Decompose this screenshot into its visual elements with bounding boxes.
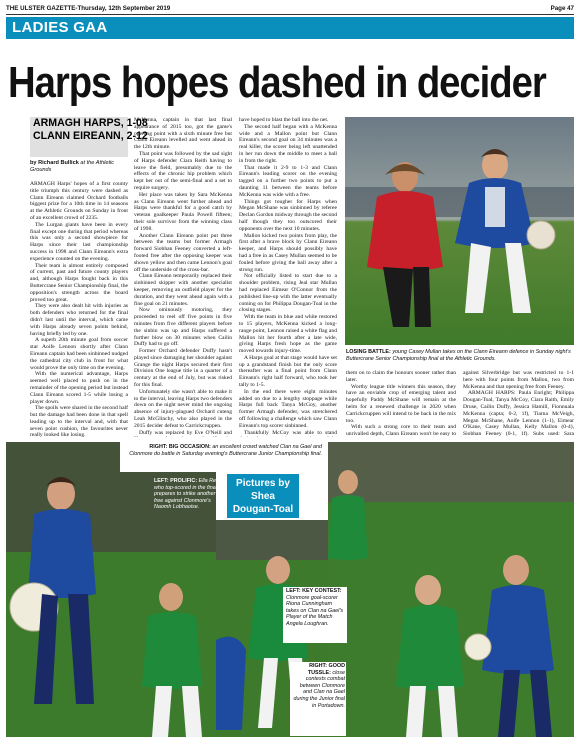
paragraph: Her place was taken by Sara McKenna as Clann Eireann went further ahead and Harps were thankful for a good catch by veteran goalkeeper Paula Powell fifteen; their sole survivor from the winning class of 1998.	[134, 191, 232, 232]
paragraph: them on to claim the honours sooner rather than later.	[346, 370, 456, 383]
paragraph: The Lurgan giants have been in every final except one during that period whereas this was only a second showpiece for Harps since their last championship success in 1998 and Clann Eireann's extra experience counted on the evening.	[30, 221, 128, 262]
caption-box-occasion	[120, 442, 328, 472]
paragraph: Another Clann Eireann point put three between the teams but former Armagh forward Siobhan Feeney converted a left-footed free after the opposing keeper was shown yellow and then came Lennon's goal off the underside of the cross-bar.	[134, 232, 232, 273]
caption-head: RIGHT: BIG OCCASION:	[149, 444, 211, 450]
photo-good-tussle	[328, 442, 574, 737]
paragraph: The spoils were shared in the second half but the damage had been done in that spell leading up to the interval and, with that seven point cushion, the favourites never really looked like losing.	[30, 405, 128, 437]
article-column-2	[134, 117, 232, 437]
caption-box-tussle	[290, 662, 346, 736]
masthead-date: THE ULSTER GAZETTE-Thursday, 12th September 2019	[6, 5, 171, 12]
paragraph: That point was followed by the sad sight of Harps defender Ciara Reith having to leave the field, presumably due to the effects of the chronic hip problem which kept her out of the semi-final and a set to require surgery.	[134, 150, 232, 191]
result-armagh-harps: ARMAGH HARPS, 1-08	[33, 117, 148, 129]
paragraph: The second half began with a McKenna wide and a Mallon point but Clann Eireann's second goal on 34 minutes was a real killer, the scorer being left unattended in her run down the middle to meet a ball in from the right.	[239, 123, 337, 164]
paragraph: McKenna, captain in that last final appearance of 2015 too, got the game's opening point with a sixth minute free but Clann Eireann levelled and went ahead in the 12th minute.	[134, 117, 232, 151]
caption-head: LEFT: PROLIFIC:	[154, 478, 198, 484]
caption-losing-battle	[346, 349, 574, 362]
masthead	[6, 3, 574, 15]
caption-text: young Casey Mullan takes on the Clann Eireann defence in Sunday night's Buttercrane Senior Championship final at the Athletic Grounds.	[346, 349, 571, 362]
credit-line-2: Shea	[251, 491, 275, 502]
byline-location: at the Athletic Grounds	[30, 160, 115, 173]
headline: Harps hopes dashed in decider	[8, 58, 546, 107]
credit-line-3: Dougan-Toal	[232, 504, 294, 515]
photo-image	[345, 117, 574, 345]
caption-head: LOSING BATTLE:	[346, 349, 391, 355]
caption-text: Clonmore goal-scorer Riona Cunningham takes on Clan na Gael's Player of the Match Angela Loughran.	[286, 594, 344, 627]
credit-line-1: Pictures by	[236, 478, 290, 489]
paragraph: Duffy was replaced by Eve O'Neill and	[139, 429, 232, 436]
caption-good-tussle	[292, 663, 345, 709]
caption-text: close contests combat between Clonmore and Clan na Gael during the Junior final in Portadown.	[293, 669, 345, 709]
paragraph: With the team in blue and white restored to 15 players, McKenna kicked a long-range point, Lennon raised a white flag and Mallon hit her fourth after a late wide, giving Harps fresh hope as the game moved towards injury-time.	[239, 314, 337, 355]
paragraph: In the end there were eight minutes added on due to a lengthy stoppage while Harps full back Tanya McGoy, another former Armagh defender, was stretchered off following a challenge which saw Clann Eireann's top scorer sinbinned.	[239, 388, 337, 429]
article-column-4	[346, 370, 456, 437]
paragraph: A Harps goal at that stage would have set up a grandstand finish but the only score thereafter was a final point from Clann Eireann's right half forward, who took her tally to 1-5.	[239, 354, 337, 389]
paragraph: Worthy league title winners this season, they have an enviable crop of emerging talent and hopefully Paddy McShane will remain at the helm for a renewed challenge in 2020 when Carrickcruppen will intend to be back in the mix too.	[346, 383, 456, 424]
paragraph: ARMAGH HARPS: Paula Enright; Philippa Dougan-Toal, Tanya McCoy, Ciara Raith, Emily Druse, Cailin Duffy, Jessica Hamill, Fionnuala McKenna (capta; 0-2, 1f), Tiarna McVeigh, Megan McShane, Aoife Lennon (1-1), Eimear O'Kane, Casey Mullan, Kelly Mallon (0-4), Siobhan Feeney (0-1, 1f). Subs used: Sara	[463, 390, 574, 437]
article-column-3	[239, 117, 337, 437]
article-column-1	[30, 181, 128, 437]
paragraph: Thankfully McCoy was able to stand	[244, 429, 337, 436]
article-column-5	[463, 370, 574, 437]
caption-head: LEFT: KEY CONTEST:	[286, 588, 342, 594]
caption-big-occasion	[126, 444, 322, 457]
paragraph: Mallon kicked two points from play, the first after a brave block by Clann Eireann keeper, and Harps should possibly have had a free in as Casey Mullan seemed to be fouled before giving the ball away after a strong run.	[239, 232, 337, 273]
paragraph: With the numerical advantage, Harps seemed well placed to push on in the remainder of the opening period but instead Clann Eireann scored 1-5 while losing a player down.	[30, 371, 128, 405]
paragraph: Former Orchard defender Duffy hasn't played since damaging her shoulder against Grange the night Harps secured their first Division One league title in a quarter of a century at the end of July, but was risked for this final.	[134, 348, 232, 389]
caption-text: an excellent crowd watched Clan na Gael and Clonmore do battle in Saturday evening's Buttercrane Junior Championship final.	[129, 444, 322, 457]
paragraph: Their team is almost entirely composed of current, past and future county players and, although Harps fought back in this Buttercrane Senior Championship final, the opposition's strength across the board proved too great.	[30, 262, 128, 303]
results-box	[30, 117, 148, 157]
caption-text: Ella Reid who top-scored in the final prepares to strike another free against Clonmore's Naomh Lobhaoise.	[154, 478, 221, 511]
byline-author: by Richard Bullick	[30, 160, 79, 166]
paragraph: against Silverbridge but was restricted to 1-1 here with four points from Mallon, two from McKenna and that opening free from Feeney.	[463, 370, 574, 390]
result-clann-eireann: CLANN EIREANN, 2-12	[33, 130, 148, 142]
paragraph: Things got tougher for Harps when Megan McShane was sinbinned by referee Declan Gordon midway through the second half though they too outscored their opponents over the next 10 minutes.	[239, 198, 337, 232]
section-bar	[6, 17, 574, 39]
caption-box-contest	[283, 587, 347, 643]
paragraph: have hoped to blast the ball into the net.	[239, 117, 329, 123]
section-title: LADIES GAA	[12, 19, 108, 36]
page-number: Page 47	[550, 5, 574, 12]
photo-image	[328, 442, 574, 737]
caption-prolific	[154, 478, 222, 511]
caption-key-contest	[286, 588, 344, 628]
paragraph: Now ominously motoring, they proceeded to reel off five points in five minutes from five different players before the sinbin was up and Harps suffered a further blow on 30 minutes when Cailin Duffy had to go off.	[134, 307, 232, 348]
photo-credit-box	[227, 474, 299, 518]
byline	[30, 160, 128, 174]
paragraph: Unfortunately she wasn't able to make it to the interval, leaving Harps two defenders down on the night never mind the ongoing absence of injury-plagued Orchard cuteng Leah McGlinchy, who also played in the 2015 decider defeat to Carrickcruppen.	[134, 388, 232, 429]
caption-head: RIGHT: GOOD TUSSLE:	[307, 663, 345, 676]
paragraph: A superb 20th minute goal from soccer star Aoife Lennon shortly after Clann Eireann captain had been sinbinned nudged the cathedral city club in front for what would prove the only time on the evening.	[30, 337, 128, 371]
paragraph: That made it 2-9 to 1-3 and Clann Eireann's leading scorer on the evening tagged on a further two points to put a daunting 11 between the teams before McKenna was wide with a free.	[239, 164, 337, 198]
paragraph: Not officially listed to start due to a shoulder problem, rising Jeal star Mullan had replaced Eimear O'Connor from the published line-up with the latter eventually coming on for Philippa Dougan-Toal in the closing stages.	[239, 273, 337, 314]
paragraph: ARMAGH Harps' hopes of a first county title triumph this century were dashed as Clann Eireann claimed Orchard footballs biggest prize for a 10th time in 14 seasons at the Athletic Grounds on Sunday in front of an excellent crowd of 2235.	[30, 181, 128, 221]
paragraph: Clann Eireann temporarily replaced their sinbinned skipper with another specialist keeper, removing an outfield player for the duration, and they went ahead again with a fine goal on 21 minutes.	[134, 273, 232, 307]
paragraph: They were also dealt hit with injuries as both defenders who returned for the final didn't last until the interval, which came with Harps already seven points behind, having briefly led by one.	[30, 303, 128, 337]
paragraph: With such a strong core to their team and unrivalled depth, Clann Eireann won't be easy to	[346, 424, 456, 437]
photo-losing-battle	[345, 117, 574, 345]
